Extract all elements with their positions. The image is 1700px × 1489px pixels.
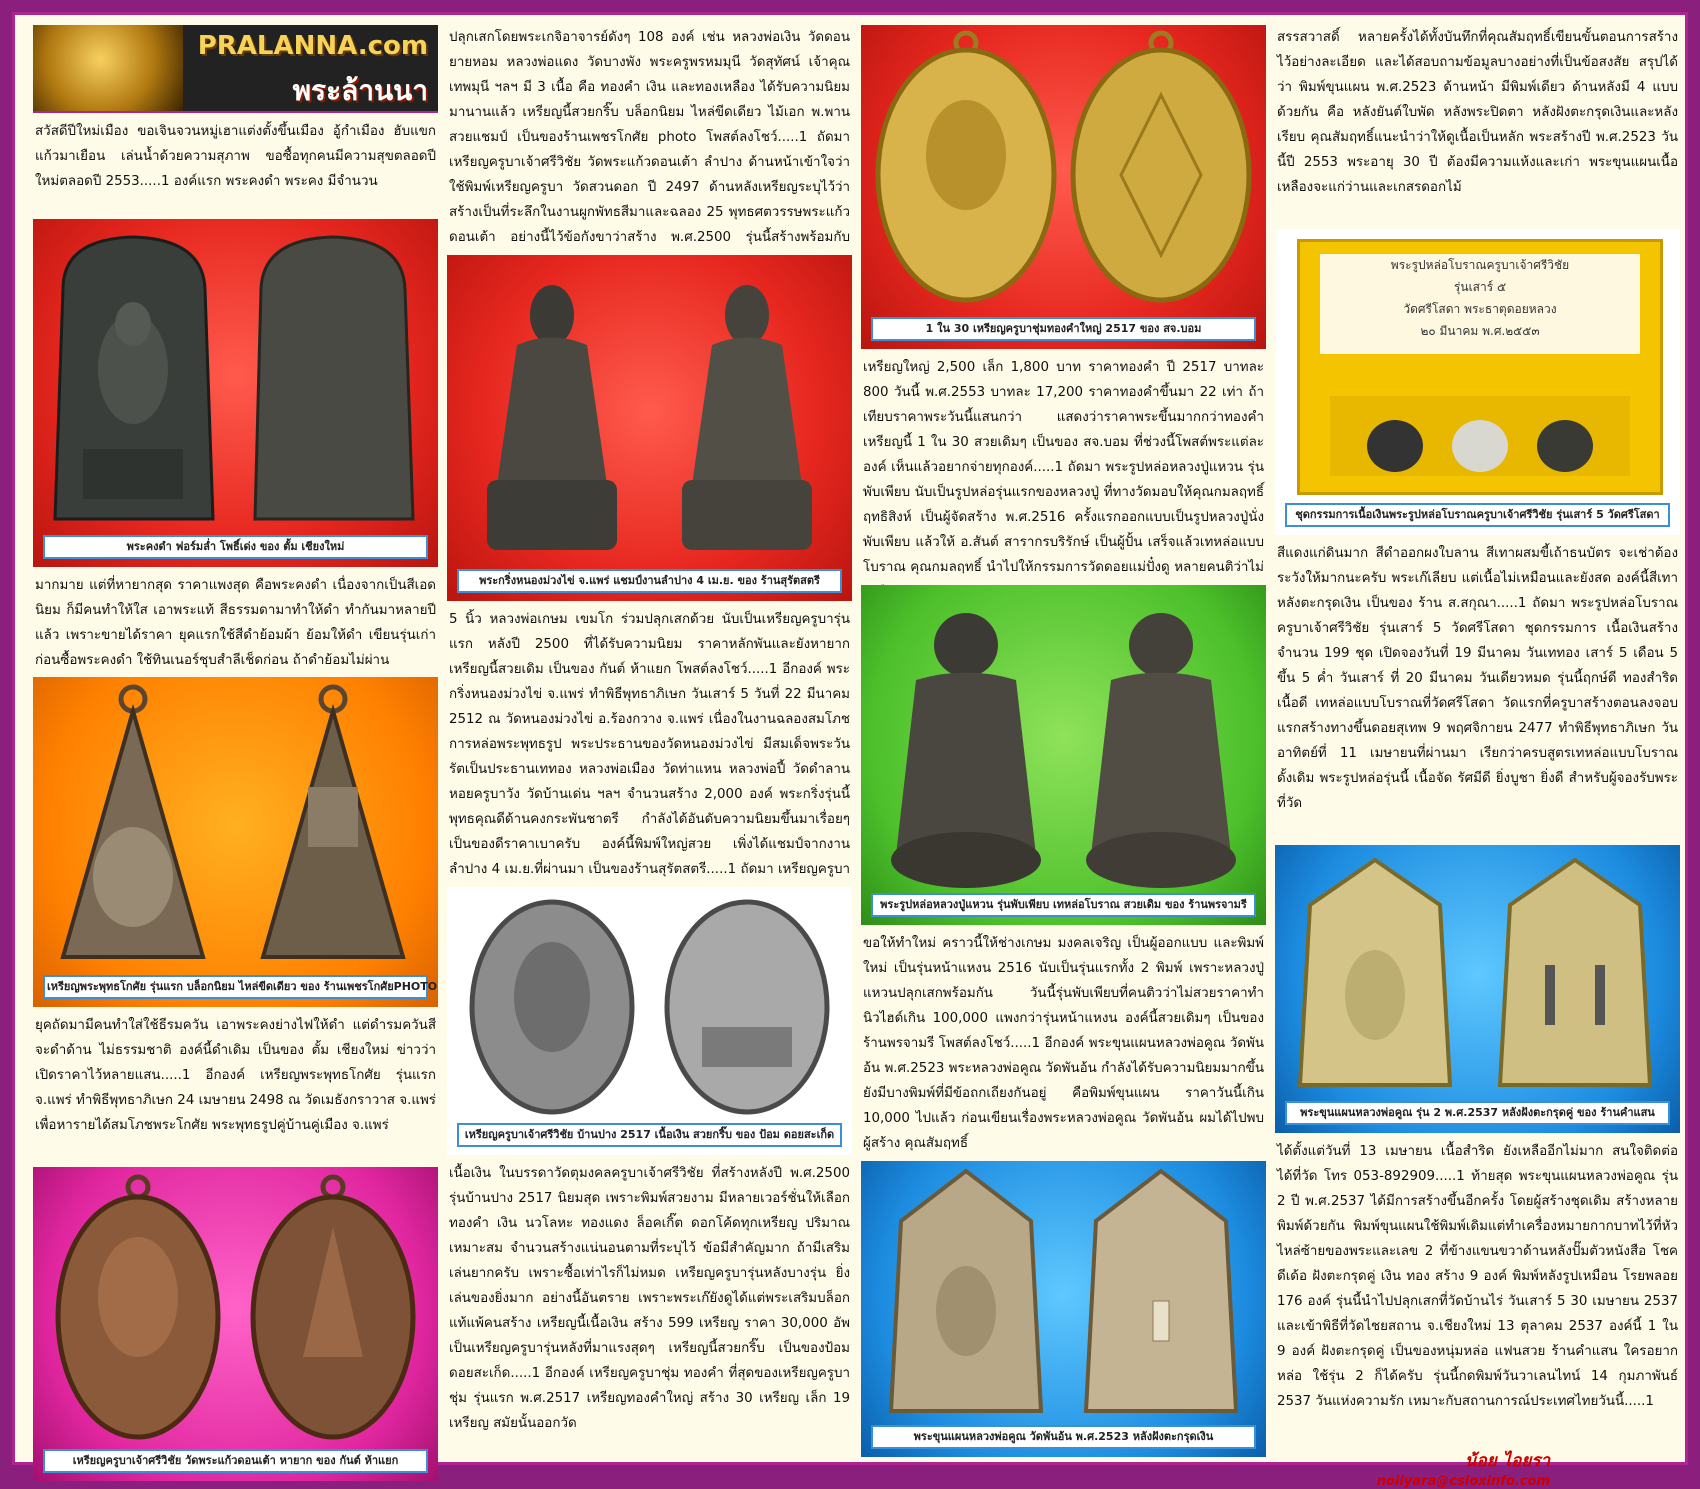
article-paragraph: ปลุกเสกโดยพระเกจิอาจารย์ดังๆ 108 องค์ เช่น หลวงพ่อเงิน วัดดอนยายหอม หลวงพ่อแดง วัดบางพัง พระครูพรหมมุนี วัดสุทัศน์ เจ้าคุณเทพมุนี ฯลฯ มี 3 เนื้อ คือ ทองคำ เงิน และทองเหลือง ได้รับความนิยมมานานแล้ว เหรียญนี้สวยกริ๊บ บล็อกนิยม ไหล่ขีดเดียว ไม้เอก พ.พาน สวยแชมป์ เป็นของร้านเพชรโกศัย photo โพสต์ลงโชว์.....1 ถัดมา เหรียญครูบาเจ้าศรีวิชัย วัดพระแก้วดอนเต้า ลำปาง ด้านหน้าเข้าใจว่าใช้พิมพ์เหรียญครูบา วัดสวนดอก ปี 2497 ด้านหลังเหรียญระบุไว้ว่า สร้างเป็นที่ระลึกในงานผูกพัทธสีมาและฉลอง 25 พุทธศตวรรษพระแก้วดอนเต้า อย่างนี้ไว้ข้อกังขาว่าสร้าง พ.ศ.2500 รุ่นนี้สร้างพร้อมกับ	[449, 30, 850, 245]
amulet-image	[447, 887, 852, 1155]
amulet-image	[33, 1167, 438, 1481]
column-1	[33, 25, 438, 1481]
author-signature	[1275, 1447, 1680, 1489]
amulet-image	[861, 585, 1266, 925]
box-label	[1320, 254, 1640, 354]
photo-silver-coins	[447, 887, 852, 1155]
box-label-line: ๒๐ มีนาคม พ.ศ.๒๕๕๓	[1420, 324, 1540, 338]
photo-bronze-buddhas	[447, 255, 852, 601]
article-paragraph: ได้ตั้งแต่วันที่ 13 เมษายน เนื้อสำริด ยังเหลืออีกไม่มาก สนใจติดต่อได้ที่วัด โทร 053-892909.....1 ท้ายสุด พระขุนแผนหลวงพ่อคูณ รุ่น 2 ปี พ.ศ.2537 ได้มีการสร้างขึ้นอีกครั้ง โดยผู้สร้างชุดเดิม สร้างหลายพิมพ์ด้วยกัน พิมพ์ขุนแผนใช้พิมพ์เดิมแต่ทำเครื่องหมายกากบาทไว้ที่หัวไหล่ซ้ายของพระและเลข 2 ที่ข้างแขนขวาด้านหลังปั๊มตัวหนังสือ โชคดีเด้อ ฝังตะกรุดคู่ เงิน ทอง สร้าง 9 องค์ พิมพ์หลังรูปเหมือน โรยพลอย 176 องค์ รุ่นนี้นำไปปลุกเสกที่วัดบ้านไร่ วันเสาร์ 5 30 เมษายน 2537 และเข้าพิธีที่วัดไชยสถาน จ.เชียงใหม่ 13 ตุลาคม 2537 องค์นี้ 1 ใน 9 องค์ ฝังตะกรุดคู่ เป็นของหนุ่มหล่อ แฟนสวย ร้านคำแสน ใครอยากหล่อ ใช้รุ่น 2 ก็ได้ครับ รุ่นนี้กดพิมพ์วันวาเลนไทน์ 14 กุมภาพันธ์ 2537 วันแห่งความรัก เหมาะกับสถานการณ์ประเทศไทยวันนี้.....1	[1277, 1144, 1678, 1409]
photo-caption: พระขุนแผนหลวงพ่อคูณ รุ่น 2 พ.ศ.2537 หลังฝังตะกรุดคู่ ของ ร้านคำแสน	[1285, 1101, 1670, 1125]
photo-black-amulet	[33, 219, 438, 567]
box-label-line: วัดศรีโสดา พระธาตุดอยหลวง	[1403, 302, 1557, 316]
photo-caption: พระกริ่งหนองม่วงไข่ จ.แพร่ แชมป์งานลำปาง 4 เม.ย. ของ ร้านสุรัตสตรี	[457, 569, 842, 593]
photo-caption: เหรียญครูบาเจ้าศรีวิชัย บ้านปาง 2517 เนื้อเงิน สวยกริ๊บ ของ ป้อม ดอยสะเก็ด	[457, 1123, 842, 1147]
buddha-statue-image	[33, 25, 183, 111]
article-paragraph: สวัสดีปีใหม่เมือง ขอเจินจวนหมู่เฮาแต่งตั้งขึ้นเมือง อู้กำเมือง ฮับแขกแก้วมาเยือน เล่นน้ำด้วยความสุภาพ ขอซื้อทุกคนมีความสุขตลอดปีใหม่ตลอดปี 2553.....1 องค์แรก พระคงดำ พระคง มีจำนวน	[35, 124, 436, 189]
gift-box	[1297, 239, 1663, 495]
statuettes-image	[1300, 366, 1660, 486]
amulet-image	[861, 1161, 1266, 1457]
column-3	[861, 25, 1266, 1457]
brand-thai: พระล้านนา	[292, 74, 428, 107]
photo-caption: พระคงดำ ฟอร์มล่ำ โพธิ์เด่ง ของ ตั้ม เชียงใหม่	[43, 535, 428, 559]
column-2	[447, 25, 852, 1437]
amulet-image	[33, 219, 438, 567]
article-paragraph: 5 นิ้ว หลวงพ่อเกษม เขมโก ร่วมปลุกเสกด้วย นับเป็นเหรียญครูบารุ่นแรก หลังปี 2500 ที่ได้รับความนิยม ราคาหลักพันและยังหายาก เหรียญนี้สวยเดิม เป็นของ กันต์ ห้าแยก โพสต์ลงโชว์.....1 อีกองค์ พระกริ่งหนองม่วงไข่ จ.แพร่ ทำพิธีพุทธาภิเษก วันเสาร์ 5 วันที่ 22 มีนาคม 2512 ณ วัดหนองม่วงไข่ อ.ร้องกวาง จ.แพร่ เนื่องในงานฉลองสมโภชการหล่อพระพุทธรูป พระประธานของวัดหนองม่วงไข่ มีสมเด็จพระวันรัตเป็นประธานเททอง หลวงพ่อเมือง วัดท่าแหน หลวงพ่อปี้ วัดดำลานหอยครูบาวัง วัดบ้านเด่น ฯลฯ จำนวนสร้าง 2,000 องค์ พระกริ่งรุ่นนี้พุทธคุณดีด้านคงกระพันชาตรี กำลังได้อันดับความนิยมขึ้นมาเรื่อยๆ เป็นของดีราคาเบาครับ องค์นี้พิมพ์ใหญ่สวย เพิ่งได้แชมป์จากงานลำปาง 4 เม.ย.ที่ผ่านมา เป็นของร้านสุรัตสตรี.....1 ถัดมา เหรียญครูบา	[449, 612, 850, 877]
amulet-image	[447, 255, 852, 601]
photo-gold-coins	[861, 25, 1266, 349]
article-paragraph: สรรสวาสดิ์ หลายครั้งได้ทั้งบันทึกที่คุณสัมฤทธิ์เขียนขั้นตอนการสร้างไว้อย่างละเอียด และได้สอบถามข้อมูลบางอย่างที่เป็นข้อสงสัย สรุปได้ว่า พิมพ์ขุนแผน พ.ศ.2523 ด้านหน้า มีพิมพ์เดียว ด้านหลังมี 4 แบบด้วยกัน คือ หลังยันต์ใบพัด หลังพระปิดตา หลังฝังตะกรุดเงินและหลังเรียบ คุณสัมฤทธิ์แนะนำว่าให้ดูเนื้อเป็นหลัก พระสร้างปี พ.ศ.2523 วันนี้ปี 2553 พระอายุ 30 ปี ต้องมีความแห้งและเก่า พระขุนแผนเนื้อเหลืองจะแก่ว่านและเกสรดอกไม้	[1277, 30, 1678, 195]
photo-caption: เหรียญพระพุทธโกศัย รุ่นแรก บล็อกนิยม ไหล่ขีดเดียว ของ ร้านเพชรโกศัยPHOTO	[43, 975, 428, 999]
photo-caption: พระรูปหล่อหลวงปู่แหวน รุ่นพับเพียบ เทหล่อโบราณ สวยเดิม ของ ร้านพรจามรี	[871, 893, 1256, 917]
article-paragraph: เหรียญใหญ่ 2,500 เล็ก 1,800 บาท ราคาทองคำ ปี 2517 บาทละ 800 วันนี้ พ.ศ.2553 บาทละ 17,200 ราคาทองคำขึ้นมา 22 เท่า ถ้าเทียบราคาพระวันนี้แสนกว่า แสดงว่าราคาพระขึ้นมากกว่าทองคำ เหรียญนี้ 1 ใน 30 สวยเดิมๆ เป็นของ สจ.บอม ที่ช่วงนี้โพสต์พระแต่ละองค์ เห็นแล้วอยากจ่ายทุกองค์.....1 ถัดมา พระรูปหล่อหลวงปู่แหวน รุ่นพับเพียบ นับเป็นรูปหล่อรุ่นแรกของหลวงปู่ ที่ทางวัดมอบให้คุณกมลฤทธิ์ ฤทธิสิงห์ เป็นผู้จัดสร้าง พ.ศ.2516 ครั้งแรกออกแบบเป็นรูปหลวงปู่นั่งพับเพียบ แล้วให้ อ.สันต์ สารากรบริรักษ์ เป็นผู้ปั้น เสร็จแล้วเทหล่อแบบโบราณ คุณกมลฤทธิ์ นำไปให้กรรมการวัดดอยแม่ปั๋งดู หลายคนติว่าไม่	[863, 360, 1264, 575]
photo-presentation-box	[1275, 229, 1680, 535]
author-email: noiiyara@csloxinfo.com	[1376, 1474, 1550, 1489]
article-paragraph: สีแดงแก่ดินมาก สีดำออกผงใบลาน สีเทาผสมขี้เถ้าธนบัตร จะเช่าต้องระวังให้มากนะครับ พระเก๊เลียบ แต่เนื้อไม่เหมือนและยังสด องค์นี้สีเทา หลังตะกรุดเงิน เป็นของ ร้าน ส.สกุณา.....1 ถัดมา พระรูปหล่อโบราณครูบาเจ้าศรีวิชัย รุ่นเสาร์ 5 วัดศรีโสดา ชุดกรรมการ เนื้อเงินสร้างจำนวน 199 ชุด เปิดจองวันที่ 19 มีนาคม วันเททอง เสาร์ 5 เดือน 5 ขึ้น 5 ค่ำ วันเสาร์ ที่ 20 มีนาคม วันเดียวหมด รุ่นนี้ฤกษ์ดี ทองสำริดเนื้อดี เทหล่อแบบโบราณที่วัดศรีโสดา วัดแรกที่ครูบาสร้างตอนลงจอบแรกสร้างทางขึ้นดอยสุเทพ 9 พฤศจิกายน 2477 ทำพิธีพุทธาภิเษก วันอาทิตย์ที่ 11 เมษายนที่ผ่านมา เรียกว่าครบสูตรเทหล่อแบบโบราณดั้งเดิม พระรูปหล่อรุ่นนี้ เนื้อจัด รัศมีดี ยิ่งบูชา ยิ่งดี สำหรับผู้จองรับพระที่วัด	[1277, 546, 1678, 811]
photo-khunphaen-2537	[1275, 845, 1680, 1133]
photo-caption: 1 ใน 30 เหรียญครูบาชุ่มทองคำใหญ่ 2517 ของ สจ.บอม	[871, 317, 1256, 341]
brand-name: PRALANNA.com	[197, 31, 428, 61]
article-paragraph: ขอให้ทำใหม่ คราวนี้ให้ช่างเกษม มงคลเจริญ เป็นผู้ออกแบบ และพิมพ์ใหม่ เป็นรุ่นหน้าแหงน 2516 นับเป็นรุ่นแรกทั้ง 2 พิมพ์ เพราะหลวงปู่แหวนปลุกเสกพร้อมกัน วันนี้รุ่นพับเพียบที่คนติวว่าไม่สวยราคาทำนิวไฮด์เกิน 100,000 แพงกว่ารุ่นหน้าแหงน องค์นี้สวยเดิมๆ เป็นของร้านพรจามรี โพสต์ลงโชว์.....1 อีกองค์ พระขุนแผนหลวงพ่อคูณ วัดพันอ้น พ.ศ.2523 พระหลวงพ่อคูณ วัดพันอ้น กำลังได้รับความนิยมมากขึ้น ยังมีบางพิมพ์ที่มีข้อถกเถียงกันอยู่ คือพิมพ์ขุนแผน ราคาวันนี้เกิน 10,000 ไปแล้ว ก่อนเขียนเรื่องพระหลวงพ่อคูณ วัดพันอ้น ผมได้ไปพบผู้สร้าง คุณสัมฤทธิ์	[863, 936, 1264, 1151]
article-paragraph: เนื้อเงิน ในบรรดาวัดตุมงคลครูบาเจ้าศรีวิชัย ที่สร้างหลังปี พ.ศ.2500 รุ่นบ้านปาง 2517 นิยมสุด เพราะพิมพ์สวยงาม มีหลายเวอร์ชั่นให้เลือก ทองคำ เงิน นวโลหะ ทองแดง ล็อคเกิ๊ต ดอกโค้ดทุกเหรียญ ปริมาณเหมาะสม จำนวนสร้างแน่นอนตามที่ระบุไว้ ข้อมีสำคัญมาก ถ้ามีเสริมเล่นยากครับ เพราะซื้อเท่าไรก็ไม่หมด เหรียญครูบารุ่นหลังบางรุ่น ยิ่งเล่นของยิ่งมาก อย่างนี้อันตราย เพราะพระเก๊ยังดูได้แต่พระเสริมบล็อกแท้แพ้คนสร้าง เหรียญนี้เนื้อเงิน สร้าง 599 เหรียญ ราคา 30,000 อัพ เป็นเหรียญครูบารุ่นหลังที่มาแรงสุดๆ เหรียญนี้สวยกริ๊บ เป็นของป้อม ดอยสะเก็ด.....1 อีกองค์ เหรียญครูบาชุ่ม ทองคำ ที่สุดของเหรียญครูบาชุ่ม รุ่นแรก พ.ศ.2517 เหรียญทองคำใหญ่ สร้าง 30 เหรียญ เล็ก 19 เหรียญ สมัยนั้นออกวัด	[449, 1166, 850, 1431]
pralanna-banner	[33, 25, 438, 113]
box-label-line: รุ่นเสาร์ ๕	[1453, 280, 1507, 294]
author-name: น้อย ไอยรา	[1464, 1451, 1550, 1471]
article-paragraph: มากมาย แต่ที่หายากสุด ราคาแพงสุด คือพระคงดำ เนื่องจากเป็นสีเอดนิยม ก็มีคนทำให้ใส เอาพระแท้ สีธรรมดามาทำให้ดำ ทำกันมาหลายปีแล้ว เพราะขายได้ราคา ยุคแรกใช้สีดำย้อมผ้า ย้อมให้ดำ เขียนรุ่นเก่าก่อนซื้อพระคงดำ ใช้ทินเนอร์ชุบสำลีเช็ดก่อน ถ้าดำย้อมไม่ผ่าน	[35, 578, 436, 668]
photo-pendant-coins	[33, 677, 438, 1007]
amulet-image	[861, 25, 1266, 349]
amulet-image	[33, 677, 438, 1007]
article-paragraph: ยุคถัดมามีคนทำใส่ใช้ธีรมควัน เอาพระคงย่างไฟให้ดำ แต่ดำรมควันสีจะดำด้าน ไม่ธรรมชาติ องค์นี้ดำเดิม เป็นของ ตั้ม เชียงใหม่ ข่าวว่าเปิดราคาไว้หลายแสน.....1 อีกองค์ เหรียญพระพุทธโกศัย รุ่นแรก จ.แพร่ ทำพิธีพุทธาภิเษก 24 เมษายน 2498 ณ วัดเมธังกราวาส จ.แพร่ เพื่อหารายได้สมโภชพระโกศัย พระพุทธรูปคู่บ้านคู่เมือง จ.แพร่	[35, 1018, 436, 1133]
photo-caption: พระขุนแผนหลวงพ่อคูณ วัดพันอ้น พ.ศ.2523 หลังฝังตะกรุดเงิน	[871, 1425, 1256, 1449]
photo-caption: ชุดกรรมการเนื้อเงินพระรูปหล่อโบราณครูบาเจ้าศรีวิชัย รุ่นเสาร์ 5 วัดศรีโสดา	[1285, 503, 1670, 527]
amulet-image	[1275, 845, 1680, 1133]
photo-caption: เหรียญครูบาเจ้าศรีวิชัย วัดพระแก้วดอนเต้า หายาก ของ กันต์ ห้าแยก	[43, 1449, 428, 1473]
photo-oval-coins	[33, 1167, 438, 1481]
photo-monk-statues	[861, 585, 1266, 925]
magazine-page	[12, 12, 1688, 1489]
box-label-line: พระรูปหล่อโบราณครูบาเจ้าศรีวิชัย	[1390, 258, 1570, 272]
column-4	[1275, 25, 1680, 1489]
photo-khunphaen-amulet	[861, 1161, 1266, 1457]
